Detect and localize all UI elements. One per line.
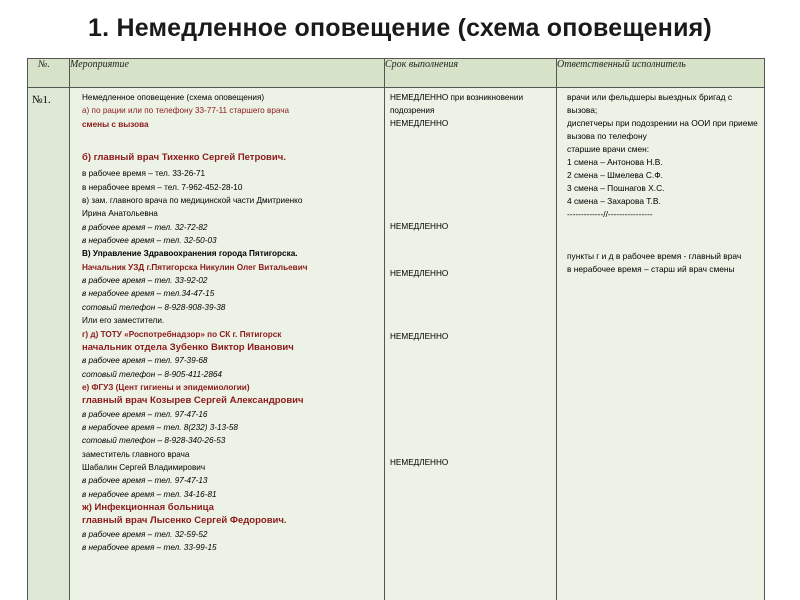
event-line: главный врач Козырев Сергей Александрович bbox=[82, 395, 304, 407]
event-line: смены с вызова bbox=[82, 119, 149, 129]
event-line: в рабочее время – тел. 32-72-82 bbox=[82, 222, 208, 232]
event-line: в) зам. главного врача по медицинской части Дмитриенко bbox=[82, 196, 303, 206]
cell-responsible bbox=[557, 88, 765, 600]
event-line: в рабочее время – тел. 33-92-02 bbox=[82, 276, 208, 286]
event-line: а) по рации или по телефону 33-77-11 старшего врача bbox=[82, 106, 290, 116]
event-line: сотовый телефон – 8-928-908-39-38 bbox=[82, 302, 226, 312]
responsible-text: пункты г и д в рабочее время - главный врач bbox=[567, 251, 742, 261]
event-line: б) главный врач Тихенко Сергей Петрович. bbox=[82, 152, 286, 164]
deadline-text: НЕМЕДЛЕННО bbox=[390, 458, 449, 467]
event-line: е) ФГУЗ (Цент гигиены и эпидемиологии) bbox=[82, 382, 250, 392]
event-line: Шабалин Сергей Владимирович bbox=[82, 462, 206, 472]
event-line: заместитель главного врача bbox=[82, 449, 190, 459]
deadline-text: НЕМЕДЛЕННО bbox=[390, 222, 449, 231]
responsible-text: старшие врачи смен: bbox=[567, 144, 650, 154]
event-line: Начальник УЗД г.Пятигорска Никулин Олег Витальевич bbox=[82, 262, 308, 272]
event-line: В) Управление Здравоохранения города Пятигорска. bbox=[82, 249, 298, 259]
event-line: в нерабочее время – тел. 7-962-452-28-10 bbox=[82, 182, 243, 192]
responsible-text: диспетчеры при подозрении на ООИ при приеме вызова по телефону bbox=[567, 118, 758, 141]
event-line: в нерабочее время – тел.34-47-15 bbox=[82, 289, 215, 299]
cell-deadline bbox=[385, 88, 557, 600]
page-title: 1. Немедленное оповещение (схема оповещения) bbox=[88, 14, 712, 42]
cell-event bbox=[70, 88, 385, 600]
event-line: сотовый телефон – 8-928-340-26-53 bbox=[82, 436, 226, 446]
event-line: в рабочее время – тел. 97-47-16 bbox=[82, 409, 208, 419]
shift-line: 2 смена – Шмелева С.Ф. bbox=[567, 170, 663, 180]
responsible-text: в нерабочее время – старш ий врач смены bbox=[567, 264, 735, 274]
event-line: сотовый телефон – 8-905-411-2864 bbox=[82, 369, 222, 379]
event-line: Или его заместители. bbox=[82, 316, 165, 326]
event-line: Ирина Анатольевна bbox=[82, 209, 158, 219]
shift-line: 3 смена – Пошнагов Х.С. bbox=[567, 183, 665, 193]
event-spacer bbox=[82, 131, 384, 151]
event-line: начальник отдела Зубенко Виктор Иванович bbox=[82, 341, 294, 353]
event-line: в рабочее время – тел. 97-47-13 bbox=[82, 476, 208, 486]
header-number: №. bbox=[28, 59, 70, 88]
event-line: главный врач Лысенко Сергей Федорович. bbox=[82, 515, 287, 527]
event-line: в рабочее время – тел. 97-39-68 bbox=[82, 356, 208, 366]
notification-table bbox=[27, 58, 765, 600]
deadline-text: НЕМЕДЛЕННО bbox=[390, 269, 449, 278]
event-line: в рабочее время – тел. 32-59-52 bbox=[82, 529, 208, 539]
shift-line: 4 смена – Захарова Т.В. bbox=[567, 196, 661, 206]
deadline-text: НЕМЕДЛЕННО при возникновении подозрения bbox=[390, 93, 524, 115]
header-responsible: Ответственный исполнитель bbox=[557, 59, 765, 88]
cell-number bbox=[28, 88, 70, 600]
event-line: в нерабочее время – тел. 8(232) 3-13-58 bbox=[82, 422, 238, 432]
event-line: г) д) ТОТУ «Роспотребнадзор» по СК г. Пятигорск bbox=[82, 329, 282, 339]
event-line: в нерабочее время – тел. 32-50-03 bbox=[82, 236, 217, 246]
event-line: в рабочее время – тел. 33-26-71 bbox=[82, 169, 206, 179]
event-line: в нерабочее время – тел. 33-99-15 bbox=[82, 543, 217, 552]
event-line: в нерабочее время – тел. 34-16-81 bbox=[82, 489, 217, 499]
deadline-text: НЕМЕДЛЕННО bbox=[390, 119, 449, 128]
header-deadline: Срок выполнения bbox=[385, 59, 557, 88]
table-row bbox=[28, 88, 765, 600]
responsible-text: врачи или фельдшеры выездных бригад с вызова; bbox=[567, 92, 733, 115]
deadline-text: НЕМЕДЛЕННО bbox=[390, 332, 449, 341]
row-number: №1. bbox=[32, 94, 51, 106]
event-line: ж) Инфекционная больница bbox=[82, 501, 214, 513]
header-event: Мероприятие bbox=[70, 59, 385, 88]
event-line: Немедленное оповещение (схема оповещения) bbox=[82, 93, 265, 102]
shift-line: 1 смена – Антонова Н.В. bbox=[567, 157, 663, 167]
table-header-row bbox=[28, 59, 765, 88]
divider-text: -------------//---------------- bbox=[567, 209, 653, 219]
